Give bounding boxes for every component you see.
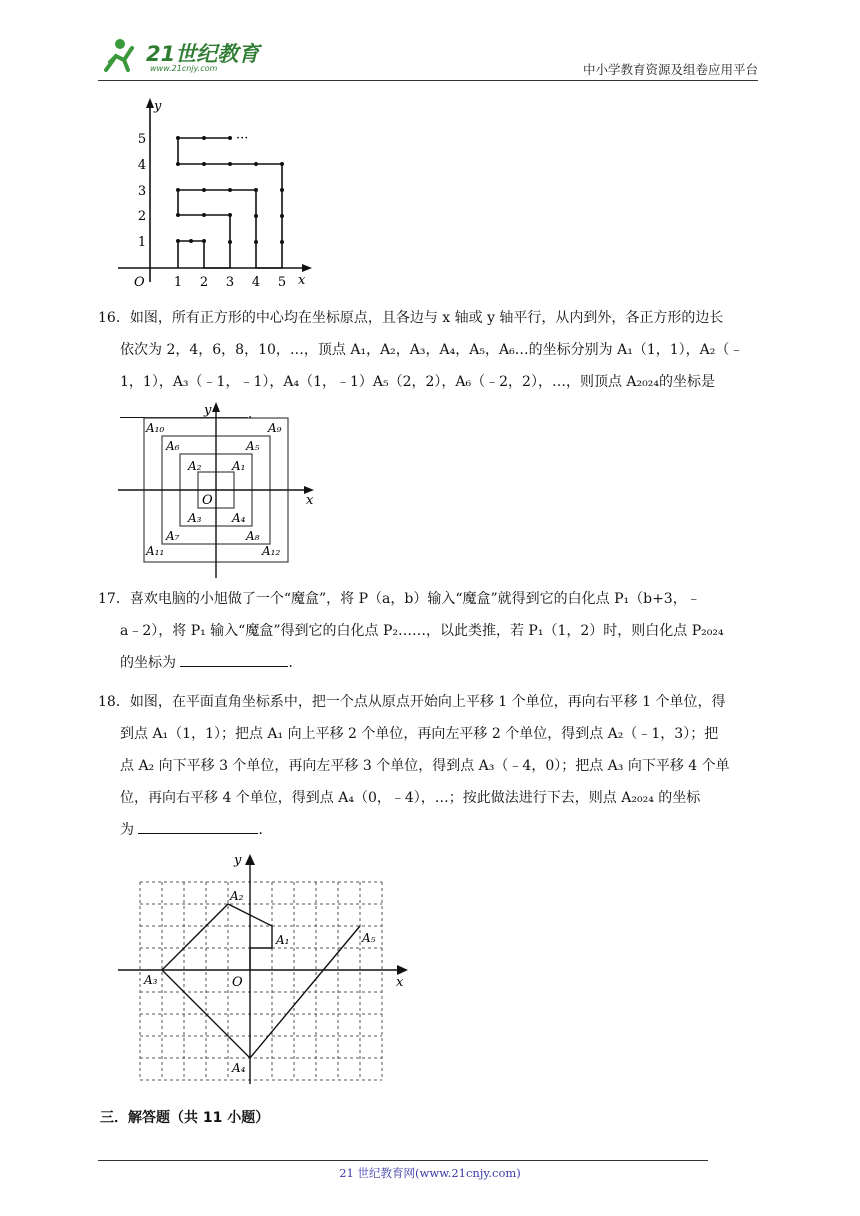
- platform-name: 中小学教育资源及组卷应用平台: [582, 62, 758, 77]
- question-18: 18．如图，在平面直角坐标系中，把一个点从原点开始向上平移 1 个单位，再向右平移 1 个单位，得 到点 A₁（1，1）；把点 A₁ 向上平移 2 个单位，再向左平移 2 个单位，得到点 A₂（﹣1，3）；把 点 A₂ 向下平移 3 个单位，再向左平移 3 个单位，得到点 A₃（﹣4，0）；把点 A₃ 向下平移 4 个单 位，再向右平移 4 个单位，得到点 A₄（0，﹣4），…；按此做法进行下去，则点 A₂₀₂₄ 的坐标 为 ．: [98, 686, 763, 846]
- vertex-label: A₃: [188, 511, 202, 525]
- vertex-label: A₆: [166, 439, 180, 453]
- question-text: 点 A₂ 向下平移 3 个单位，再向左平移 3 个单位，得到点 A₃（﹣4，0）；把点 A₃ 向下平移 4 个单: [120, 758, 730, 774]
- continuation-ellipsis: ···: [236, 131, 249, 146]
- question-number: 18．: [98, 694, 130, 710]
- question-text: 位，再向右平移 4 个单位，得到点 A₄（0，﹣4），…；按此做法进行下去，则点 A₂₀₂₄ 的坐标: [120, 790, 701, 806]
- translation-path-figure: [118, 850, 418, 1084]
- vertex-label: A₇: [166, 529, 180, 543]
- translation-path: [162, 904, 360, 1058]
- logo-url: www.21cnjy.com: [150, 64, 218, 73]
- point-label: A₄: [232, 1061, 246, 1075]
- question-17: 17．喜欢电脑的小旭做了一个“魔盒”，将 P（a，b）输入“魔盒”就得到它的白化点 P₁（b+3，﹣ a﹣2），将 P₁ 输入“魔盒”得到它的白化点 P₂……，以此类推，若 P₁（1，2）时，则白化点 P₂₀₂₄ 的坐标为 ．: [98, 583, 763, 679]
- question-16: 16．如图，所有正方形的中心均在坐标原点，且各边与 x 轴或 y 轴平行，从内到外，各正方形的边长 依次为 2，4，6，8，10，…，顶点 A₁，A₂，A₃，A₄，A₅，A₆…的坐标分别为 A₁（1，1），A₂（﹣ 1，1），A₃（﹣1，﹣1），A₄（1，﹣1）A₅（2，2），A₆（﹣2，2），…，则顶点 A₂₀₂₄的坐标是 ．: [98, 302, 763, 430]
- x-tick: 3: [225, 275, 235, 288]
- y-tick: 1: [137, 235, 147, 250]
- vertex-label: A₁₀: [146, 421, 165, 435]
- question-number: 17．: [98, 591, 130, 607]
- nested-squares-figure: [118, 400, 318, 580]
- logo-text: 21世纪教育: [146, 42, 260, 66]
- header-divider: [98, 80, 758, 81]
- point-label: A₂: [230, 889, 244, 903]
- y-tick: 3: [137, 184, 147, 199]
- answer-blank[interactable]: [138, 817, 258, 834]
- question-text: 如图，在平面直角坐标系中，把一个点从原点开始向上平移 1 个单位，再向右平移 1 个单位，得: [129, 694, 726, 710]
- vertex-label: A₉: [268, 421, 282, 435]
- dashed-grid: [140, 882, 382, 1080]
- question-text: 依次为 2，4，6，8，10，…，顶点 A₁，A₂，A₃，A₄，A₅，A₆…的坐标分别为 A₁（1，1），A₂（﹣: [120, 342, 744, 358]
- answer-blank[interactable]: [180, 650, 288, 667]
- question-text: a﹣2），将 P₁ 输入“魔盒”得到它的白化点 P₂……，以此类推，若 P₁（1，2）时，则白化点 P₂₀₂₄: [120, 623, 724, 639]
- y-axis-label: y: [204, 403, 212, 418]
- y-tick: 4: [137, 158, 147, 173]
- question-text: 到点 A₁（1，1）；把点 A₁ 向上平移 2 个单位，再向左平移 2 个单位，得到点 A₂（﹣1，3）；把: [120, 726, 719, 742]
- y-axis-label: y: [154, 99, 162, 114]
- page-header: [98, 30, 758, 82]
- point-label: A₁: [276, 933, 290, 947]
- x-axis-label: x: [306, 493, 314, 508]
- x-tick: 5: [277, 275, 287, 288]
- y-tick: 5: [137, 132, 147, 147]
- x-tick: 1: [173, 275, 183, 288]
- x-tick: 2: [199, 275, 209, 288]
- point-label: A₃: [144, 973, 158, 987]
- vertex-label: A₄: [232, 511, 246, 525]
- footer-text: 21 世纪教育网(www.21cnjy.com): [339, 1166, 521, 1180]
- origin-label: O: [202, 493, 213, 508]
- question-text: 的坐标为: [120, 655, 176, 671]
- vertex-label: A₈: [246, 529, 260, 543]
- x-tick: 4: [251, 275, 261, 288]
- vertex-label: A₂: [188, 459, 202, 473]
- x-axis-label: x: [298, 273, 306, 288]
- question-text: 如图，所有正方形的中心均在坐标原点，且各边与 x 轴或 y 轴平行，从内到外，各正方形的边长: [129, 310, 724, 326]
- y-axis-label: y: [234, 853, 242, 868]
- y-tick: 2: [137, 209, 147, 224]
- x-axis-label: x: [396, 975, 404, 990]
- question-number: 16．: [98, 310, 130, 326]
- section-heading: 三．解答题（共 11 小题）: [100, 1110, 270, 1126]
- question-text: 喜欢电脑的小旭做了一个“魔盒”，将 P（a，b）输入“魔盒”就得到它的白化点 P₁（b+3，﹣: [129, 591, 701, 607]
- point-label: A₅: [362, 931, 376, 945]
- origin-label: O: [134, 275, 145, 288]
- vertex-label: A₁₁: [146, 544, 165, 558]
- question-text: 1，1），A₃（﹣1，﹣1），A₄（1，﹣1）A₅（2，2），A₆（﹣2，2），…，则顶点 A₂₀₂₄的坐标是: [120, 374, 715, 390]
- spiral-path: [178, 138, 282, 268]
- origin-label: O: [232, 975, 243, 990]
- question-text: 为: [120, 822, 134, 838]
- footer-divider: [98, 1160, 708, 1161]
- vertex-label: A₁: [232, 459, 246, 473]
- vertex-label: A₁₂: [262, 544, 281, 558]
- vertex-label: A₅: [246, 439, 260, 453]
- spiral-path-figure: [112, 96, 312, 288]
